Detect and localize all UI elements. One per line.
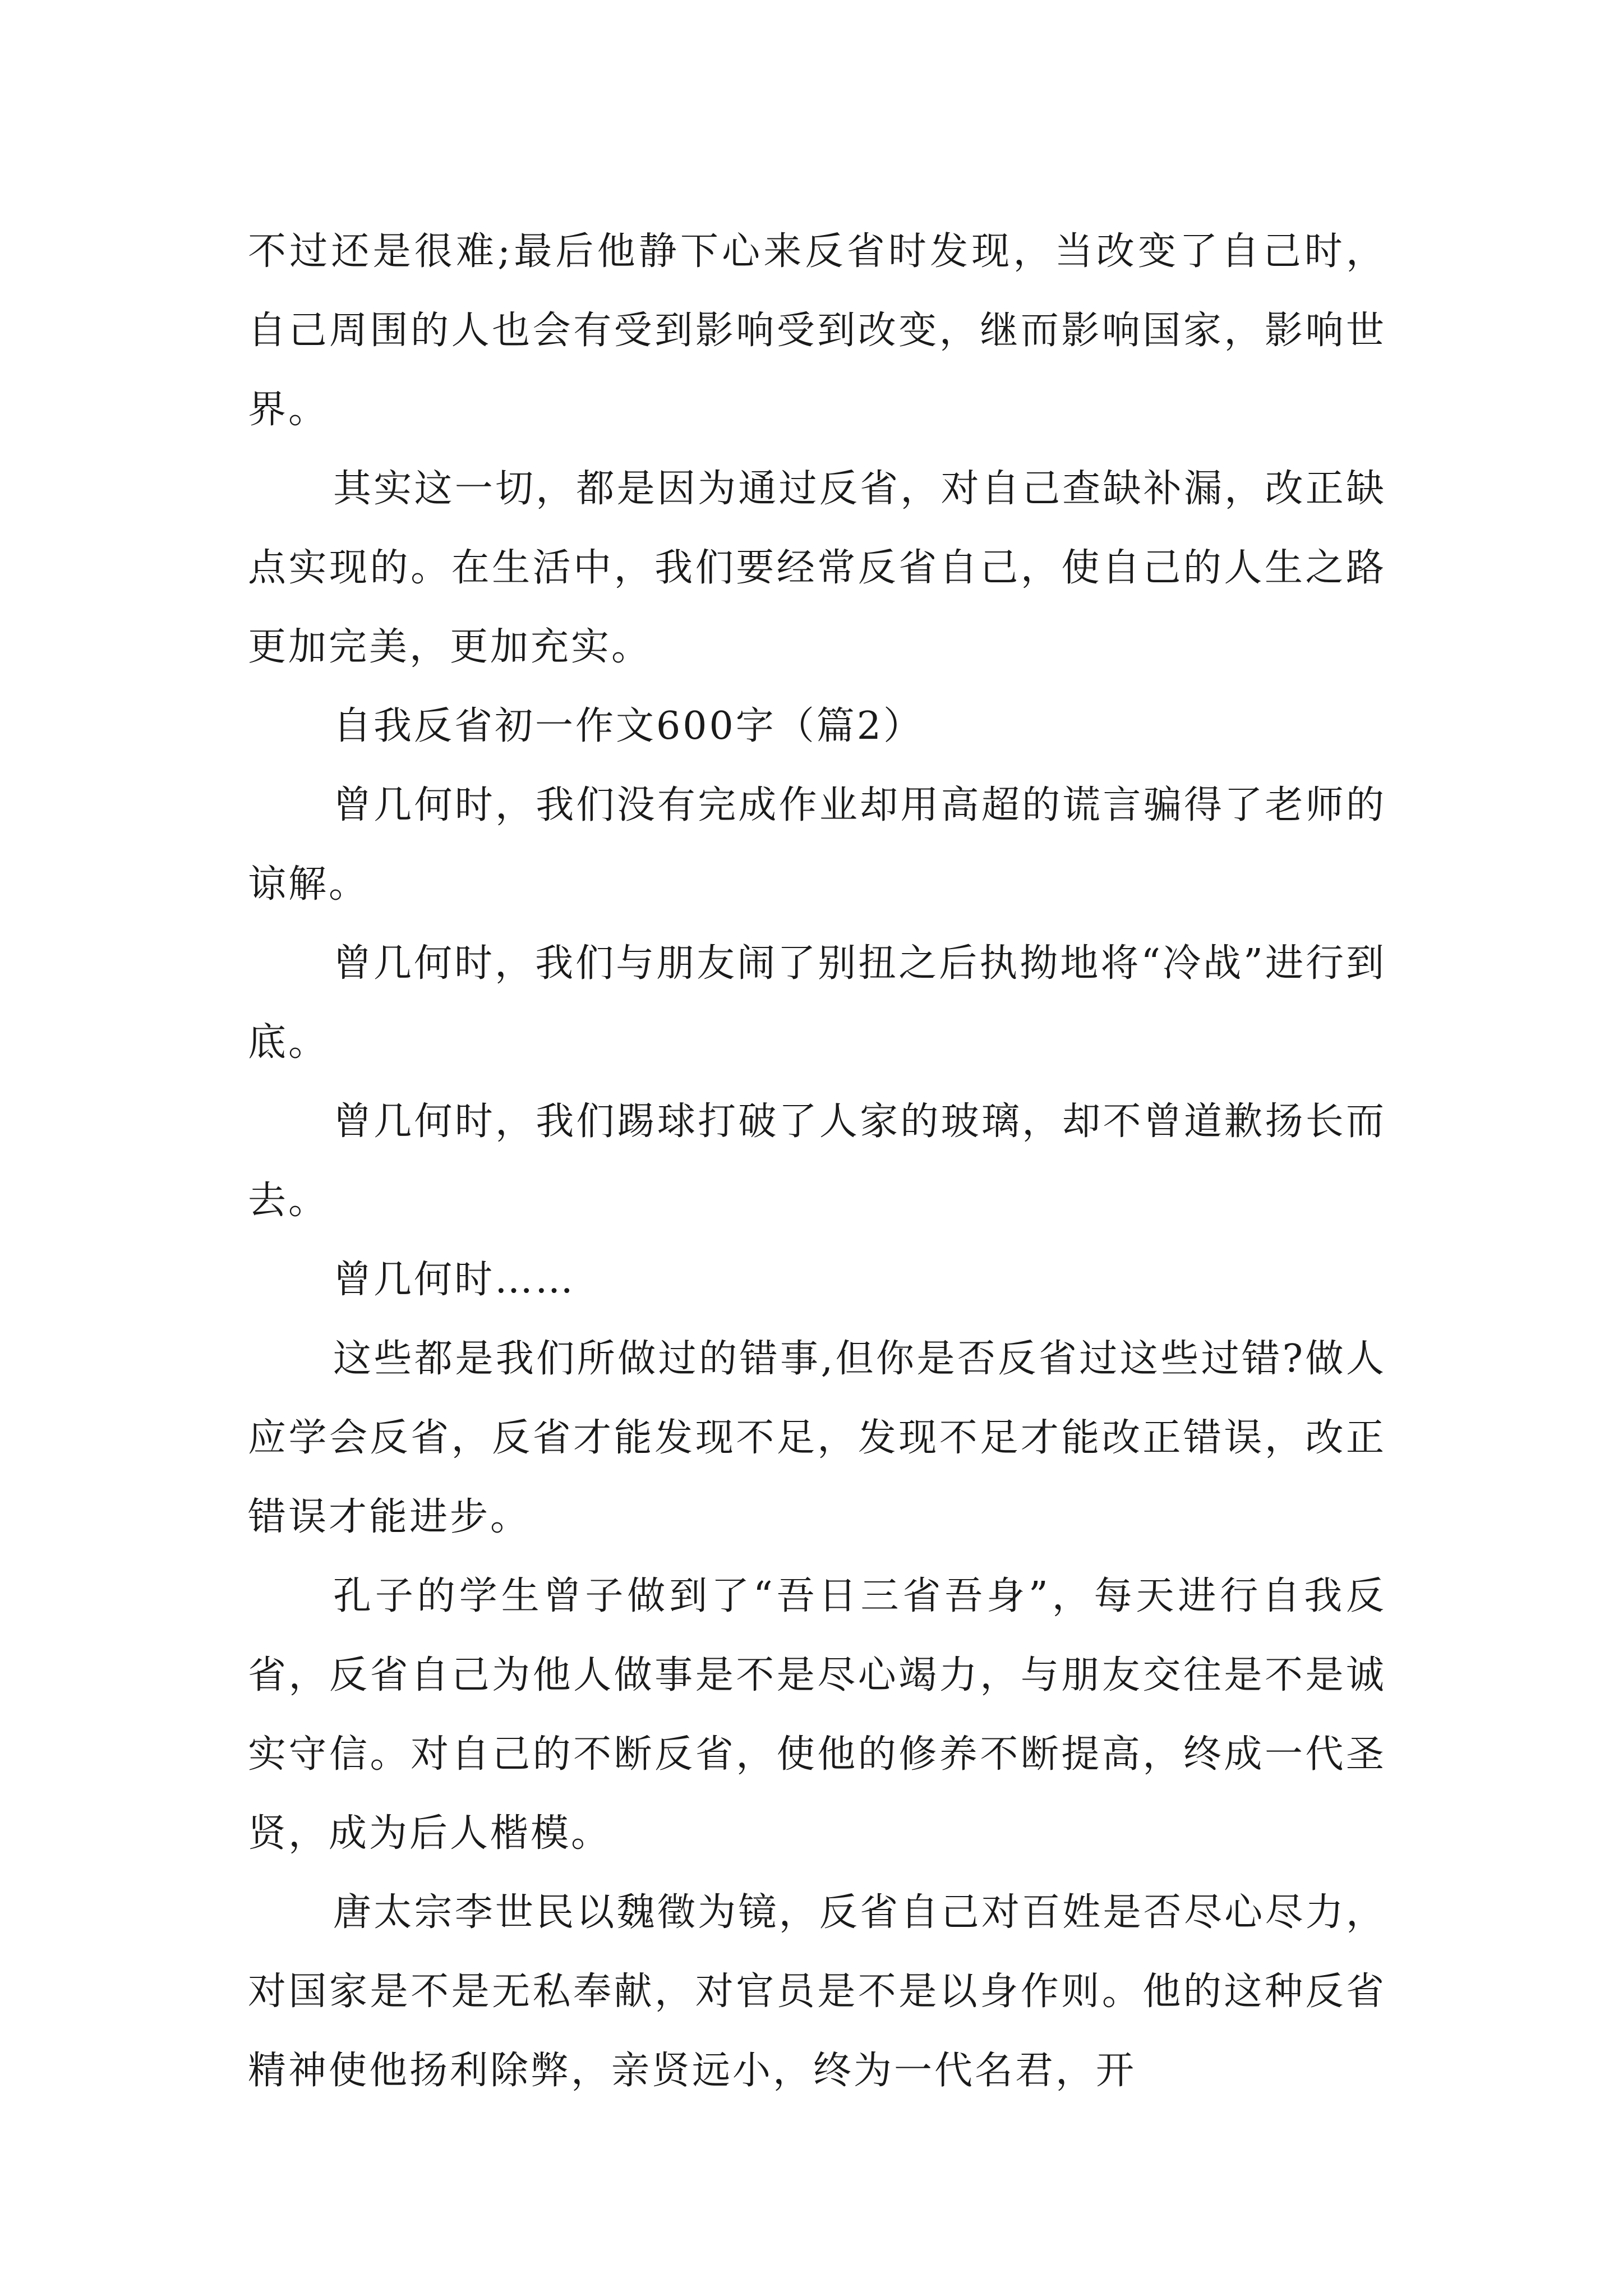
paragraph-conclusion: 其实这一切，都是因为通过反省，对自己查缺补漏，改正缺点实现的。在生活中，我们要经常反省自己，使自己的人生之路更加完美，更加充实。 (248, 467, 1386, 669)
paragraph-once-1: 曾几何时，我们没有完成作业却用高超的谎言骗得了老师的谅解。 (248, 783, 1386, 907)
paragraph-confucius: 孔子的学生曾子做到了“吾日三省吾身”，每天进行自我反省，反省自己为他人做事是不是尽心竭力，与朋友交往是不是诚实守信。对自己的不断反省，使他的修养不断提高，终成一代圣贤，成为后人楷模。 (248, 1574, 1386, 1856)
paragraph-continued: 不过还是很难;最后他静下心来反省时发现，当改变了自己时，自己周围的人也会有受到影响受到改变，继而影响国家，影响世界。 (248, 229, 1386, 432)
paragraph-taizong: 唐太宗李世民以魏徵为镜，反省自己对百姓是否尽心尽力，对国家是不是无私奉献，对官员是不是以身作则。他的这种反省精神使他扬利除弊，亲贤远小，终为一代名君，开 (248, 1890, 1386, 2093)
paragraph-once-3: 曾几何时，我们踢球打破了人家的玻璃，却不曾道歉扬长而去。 (248, 1099, 1386, 1223)
essay-body (248, 212, 1386, 2110)
section-heading: 自我反省初一作文600字（篇2） (333, 704, 924, 748)
paragraph-once-4: 曾几何时…… (333, 1258, 576, 1302)
paragraph-reflection: 这些都是我们所做过的错事,但你是否反省过这些过错?做人应学会反省，反省才能发现不足，发现不足才能改正错误，改正错误才能进步。 (248, 1337, 1386, 1539)
paragraph-once-2: 曾几何时，我们与朋友闹了别扭之后执拗地将“冷战”进行到底。 (248, 941, 1386, 1065)
